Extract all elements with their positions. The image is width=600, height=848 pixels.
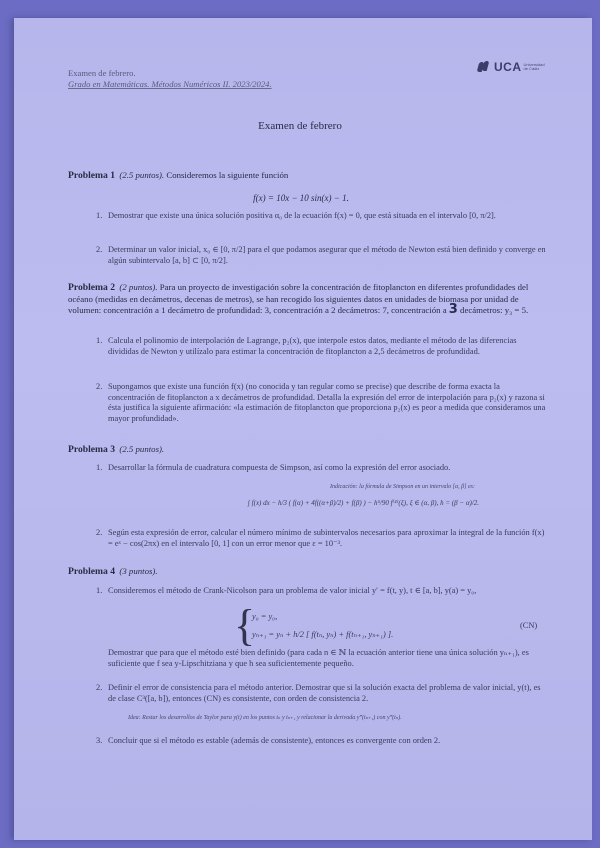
exam-header [68,68,272,90]
problem-label: Problema 2 [68,282,115,293]
problem-intro: Consideremos la siguiente función [166,170,289,180]
cn-line-1: y₀ = y₀, [252,612,278,621]
problem-2-heading [68,282,538,315]
problem-points: (2.5 puntos). [119,170,165,180]
cn-tag: (CN) [520,621,538,630]
problem-1-heading [68,170,534,182]
problem-label: Problema 3 [68,444,115,455]
list-item: 1. Demostrar que existe una única solución positiva α₀ de la ecuación f(x) = 0, que está situada en el intervalo [0, π/2]. [96,211,496,220]
problem-label: Problema 1 [68,170,115,181]
taylor-hint: Idea: Restar los desarrollos de Taylor para y(t) en los puntos tₙ y tₙ₊₁ y relacionar la derivada y‴(tₙ₊₁) con y‴(tₙ). [128,715,402,721]
problem-label: Problema 4 [68,566,115,577]
list-item: 2. Según esta expresión de error, calcular el número mínimo de subintervalos necesarios para aproximar la integral de la función f(x) = eˣ − cos(2πx) en el intervalo [0, 1] con un error menor que ε = 10⁻³. [96,528,545,548]
p1-equation: f(x) = 10x − 10 sin(x) − 1. [253,193,349,203]
logo-subtitle: Universidad de Cádiz [523,61,545,71]
uca-logo [478,60,550,74]
uca-emblem-icon [478,61,492,73]
list-item: 2. Definir el error de consistencia para el método anterior. Demostrar que si la solución exacta del problema de valor inicial, y(t), es de clase C³([a, b]), entonces (CN) es consistente, con orden de consistencia 2. [96,683,541,703]
page-title: Examen de febrero [258,120,342,132]
list-item: 2. Determinar un valor inicial, x₀ ∈ [0, π/2] para el que podamos asegurar que el método de Newton está bien definido y converge en algún subintervalo [a, b] ⊂ [0, π/2]. [96,245,546,265]
list-item: 1. Calcula el polinomio de interpolación de Lagrange, p₂(x), que interpole estos datos, mediante el método de las diferencias divididas de Newton y utilízalo para estimar la concentración de fitoplancton a 2,5 decámetros de profundidad. [96,336,517,356]
list-item: 1. Desarrollar la fórmula de cuadratura compuesta de Simpson, así como la expresión del error asociado. [96,463,451,472]
handwritten-number: 3 [448,301,458,317]
problem-intro-end: decámetros: y₃ = 5. [460,304,529,315]
system-brace: { [234,601,256,650]
problem-points: (2 puntos). [119,282,158,292]
problem-3-heading [68,444,534,456]
cn-line-2: yₙ₊₁ = yₙ + h/2 [ f(tₙ, yₙ) + f(tₙ₊₁, yₙ₊₁) ]. [252,630,394,639]
list-item: 2. Supongamos que existe una función f(x) (no conocida y tan regular como se precise) que describe de forma exacta la concentración de fitoplancton a x decámetros de profundidad. Detalla la expresión del error de interpolación para p₂(x) y razona si ésta justifica la siguiente afirmación: «la estimación de fitoplancton que proporciona p₂(x) es peor a medida que consideramos una mayor profundidad». [96,382,546,423]
problem-points: (3 puntos). [119,566,158,576]
problem-4-heading [68,566,534,578]
logo-text: UCA [494,60,522,74]
cn-paragraph: Demostrar que para que el método esté bien definido (para cada n ∈ ℕ la ecuación anterior tiene una única solución yₙ₊₁), es suficiente que f sea y-Lipschitziana y que h sea suficientemente pequeño. [108,648,529,668]
problem-intro: Para un proyecto de investigación sobre la concentración de fitoplancton en diferentes profundidades del océano (medidas en decámetros, decenas de metros), se han recogido los siguientes datos en unidades de biomasa por unidad de volumen: concentración a 1 decámetro de profundidad: 3, concentración a 2 decámetros: 7, concentración a [68,282,529,315]
list-item: 3. Concluir que si el método es estable (además de consistente), entonces es convergente con orden 2. [96,736,441,745]
header-line-1: Examen de febrero. [68,68,136,78]
problem-points: (2.5 puntos). [119,444,165,454]
list-item: 1. Consideremos el método de Crank-Nicolson para un problema de valor inicial y′ = f(t, y), t ∈ [a, b], y(a) = y₀, [96,586,477,595]
header-line-2: Grado en Matemáticas. Métodos Numéricos II. 2023/2024. [68,79,272,89]
simpson-formula: ∫ f(x) dx − h/3 ( f(α) + 4f((α+β)/2) + f(β) ) − h⁵/90 f⁽⁴⁾(ξ), ξ ∈ (α, β), h = (β − α)/2. [248,499,480,507]
simpson-hint: Indicación: la fórmula de Simpson en un intervalo [α, β] es: [330,484,475,490]
